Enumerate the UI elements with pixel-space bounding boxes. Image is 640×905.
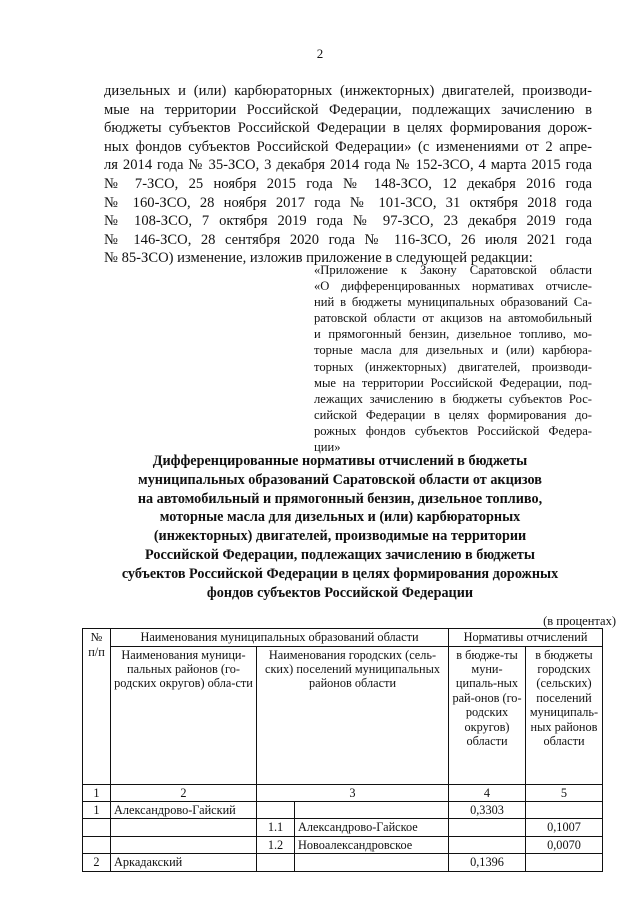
title-line: (инжекторных) двигателей, производимые на территории (153, 528, 527, 545)
appendix-line: ратовской области от акцизов на автомобильный (314, 311, 592, 326)
header-num: № п/п (83, 629, 111, 785)
body-line: мые на территории Российской Федерации, подлежащих зачислению в (104, 101, 592, 118)
row-num (83, 819, 111, 837)
settlement-num (257, 801, 295, 819)
table-header-row (83, 629, 603, 647)
district-value (449, 819, 526, 837)
appendix-line: «О дифференцированных нормативах отчисле- (314, 279, 592, 294)
column-number: 5 (526, 784, 603, 801)
appendix-line: рожных фондов субъектов Российской Федера- (314, 423, 592, 438)
settlement-num: 1.1 (257, 819, 295, 837)
body-line: бюджеты субъектов Российской Федерации в целях формирования дорож- (104, 120, 592, 137)
table-row (83, 836, 603, 854)
settlement-name: Новоалександровское (295, 836, 449, 854)
body-line: ных фондов субъектов Российской Федерации» (с изменениями от 2 апре- (104, 138, 592, 155)
title-line: на автомобильный и прямогонный бензин, дизельное топливо, (137, 490, 543, 507)
appendix-line: мые на территории Российской Федерации, под- (314, 375, 592, 390)
table-title (80, 452, 600, 602)
district-value (449, 836, 526, 854)
appendix-line: сийской Федерации в целях формирования до- (314, 407, 592, 422)
table-row (83, 801, 603, 819)
title-line: Дифференцированные нормативы отчислений в бюджеты (152, 453, 528, 469)
units-note: (в процентах) (543, 614, 616, 628)
settlement-name (295, 801, 449, 819)
settlement-value: 0,0070 (526, 836, 603, 854)
header-budget-settlements: в бюджеты городских (сельских) поселений муниципаль-ных районов области (526, 646, 603, 784)
title-line: Российской Федерации, подлежащих зачислению в бюджеты (145, 546, 535, 563)
column-number: 3 (257, 784, 449, 801)
district-value: 0,3303 (449, 801, 526, 819)
appendix-line: торные масла для дизельных и (или) карбюра- (314, 343, 592, 358)
table-row (83, 819, 603, 837)
settlement-num: 1.2 (257, 836, 295, 854)
body-line: дизельных и (или) карбюраторных (инжекторных) двигателей, производи- (104, 83, 592, 99)
district-value: 0,1396 (449, 854, 526, 872)
header-names-group: Наименования муниципальных образований области (111, 629, 449, 647)
settlement-value (526, 854, 603, 872)
body-paragraph (104, 82, 592, 268)
table-header-row (83, 646, 603, 784)
district-name: Александрово-Гайский (111, 801, 257, 819)
district-name: Аркадакский (111, 854, 257, 872)
district-name (111, 819, 257, 837)
column-number: 2 (111, 784, 257, 801)
settlement-name (295, 854, 449, 872)
body-line: № 7-ЗСО, 25 ноября 2015 года № 148-ЗСО, 12 декабря 2016 года (104, 175, 592, 192)
appendix-line: «Приложение к Закону Саратовской области (314, 263, 592, 277)
header-norms-group: Нормативы отчислений (449, 629, 603, 647)
row-num: 2 (83, 854, 111, 872)
row-num (83, 836, 111, 854)
body-line: № 146-ЗСО, 28 сентября 2020 года № 116-ЗСО, 26 июля 2021 года (104, 231, 592, 248)
table-row (83, 854, 603, 872)
appendix-line: и прямогонный бензин, дизельное топливо, мо- (314, 327, 592, 342)
appendix-reference (314, 262, 592, 455)
settlement-value (526, 801, 603, 819)
title-line: фондов субъектов Российской Федерации (206, 584, 474, 601)
appendix-line: ции» (314, 440, 341, 455)
settlement-num (257, 854, 295, 872)
title-line: субъектов Российской Федерации в целях формирования дорожных (121, 565, 559, 582)
appendix-line: ний в бюджеты муниципальных образований Са- (314, 295, 592, 310)
body-line: № 85-ЗСО) изменение, изложив приложение в следующей редакции: (104, 250, 533, 267)
appendix-line: торных (инжекторных) двигателей, производи- (314, 359, 592, 374)
page-number: 2 (316, 46, 324, 61)
body-line: № 108-ЗСО, 7 октября 2019 года № 97-ЗСО, 23 декабря 2019 года (104, 213, 592, 230)
appendix-line: лежащих зачислению в бюджеты субъектов Рос- (314, 391, 592, 406)
title-line: муниципальных образований Саратовской области от акцизов (138, 471, 542, 488)
row-num: 1 (83, 801, 111, 819)
district-name (111, 836, 257, 854)
body-line: ля 2014 года № 35-ЗСО, 3 декабря 2014 года № 152-ЗСО, 4 марта 2015 года (104, 157, 592, 174)
body-line: № 160-ЗСО, 28 ноября 2017 года № 101-ЗСО, 31 октября 2018 года (104, 194, 592, 211)
header-districts: Наименования муници-пальных районов (го-родских округов) обла-сти (111, 646, 257, 784)
norms-table (82, 628, 603, 872)
settlement-value: 0,1007 (526, 819, 603, 837)
column-number-row (83, 784, 603, 801)
column-number: 1 (83, 784, 111, 801)
settlement-name: Александрово-Гайское (295, 819, 449, 837)
title-line: моторные масла для дизельных и (или) карбюраторных (159, 509, 521, 526)
column-number: 4 (449, 784, 526, 801)
header-settlements: Наименования городских (сель-ских) поселений муниципальных районов области (257, 646, 449, 784)
header-budget-districts: в бюдже-ты муни-ципаль-ных рай-онов (го-родских округов) области (449, 646, 526, 784)
